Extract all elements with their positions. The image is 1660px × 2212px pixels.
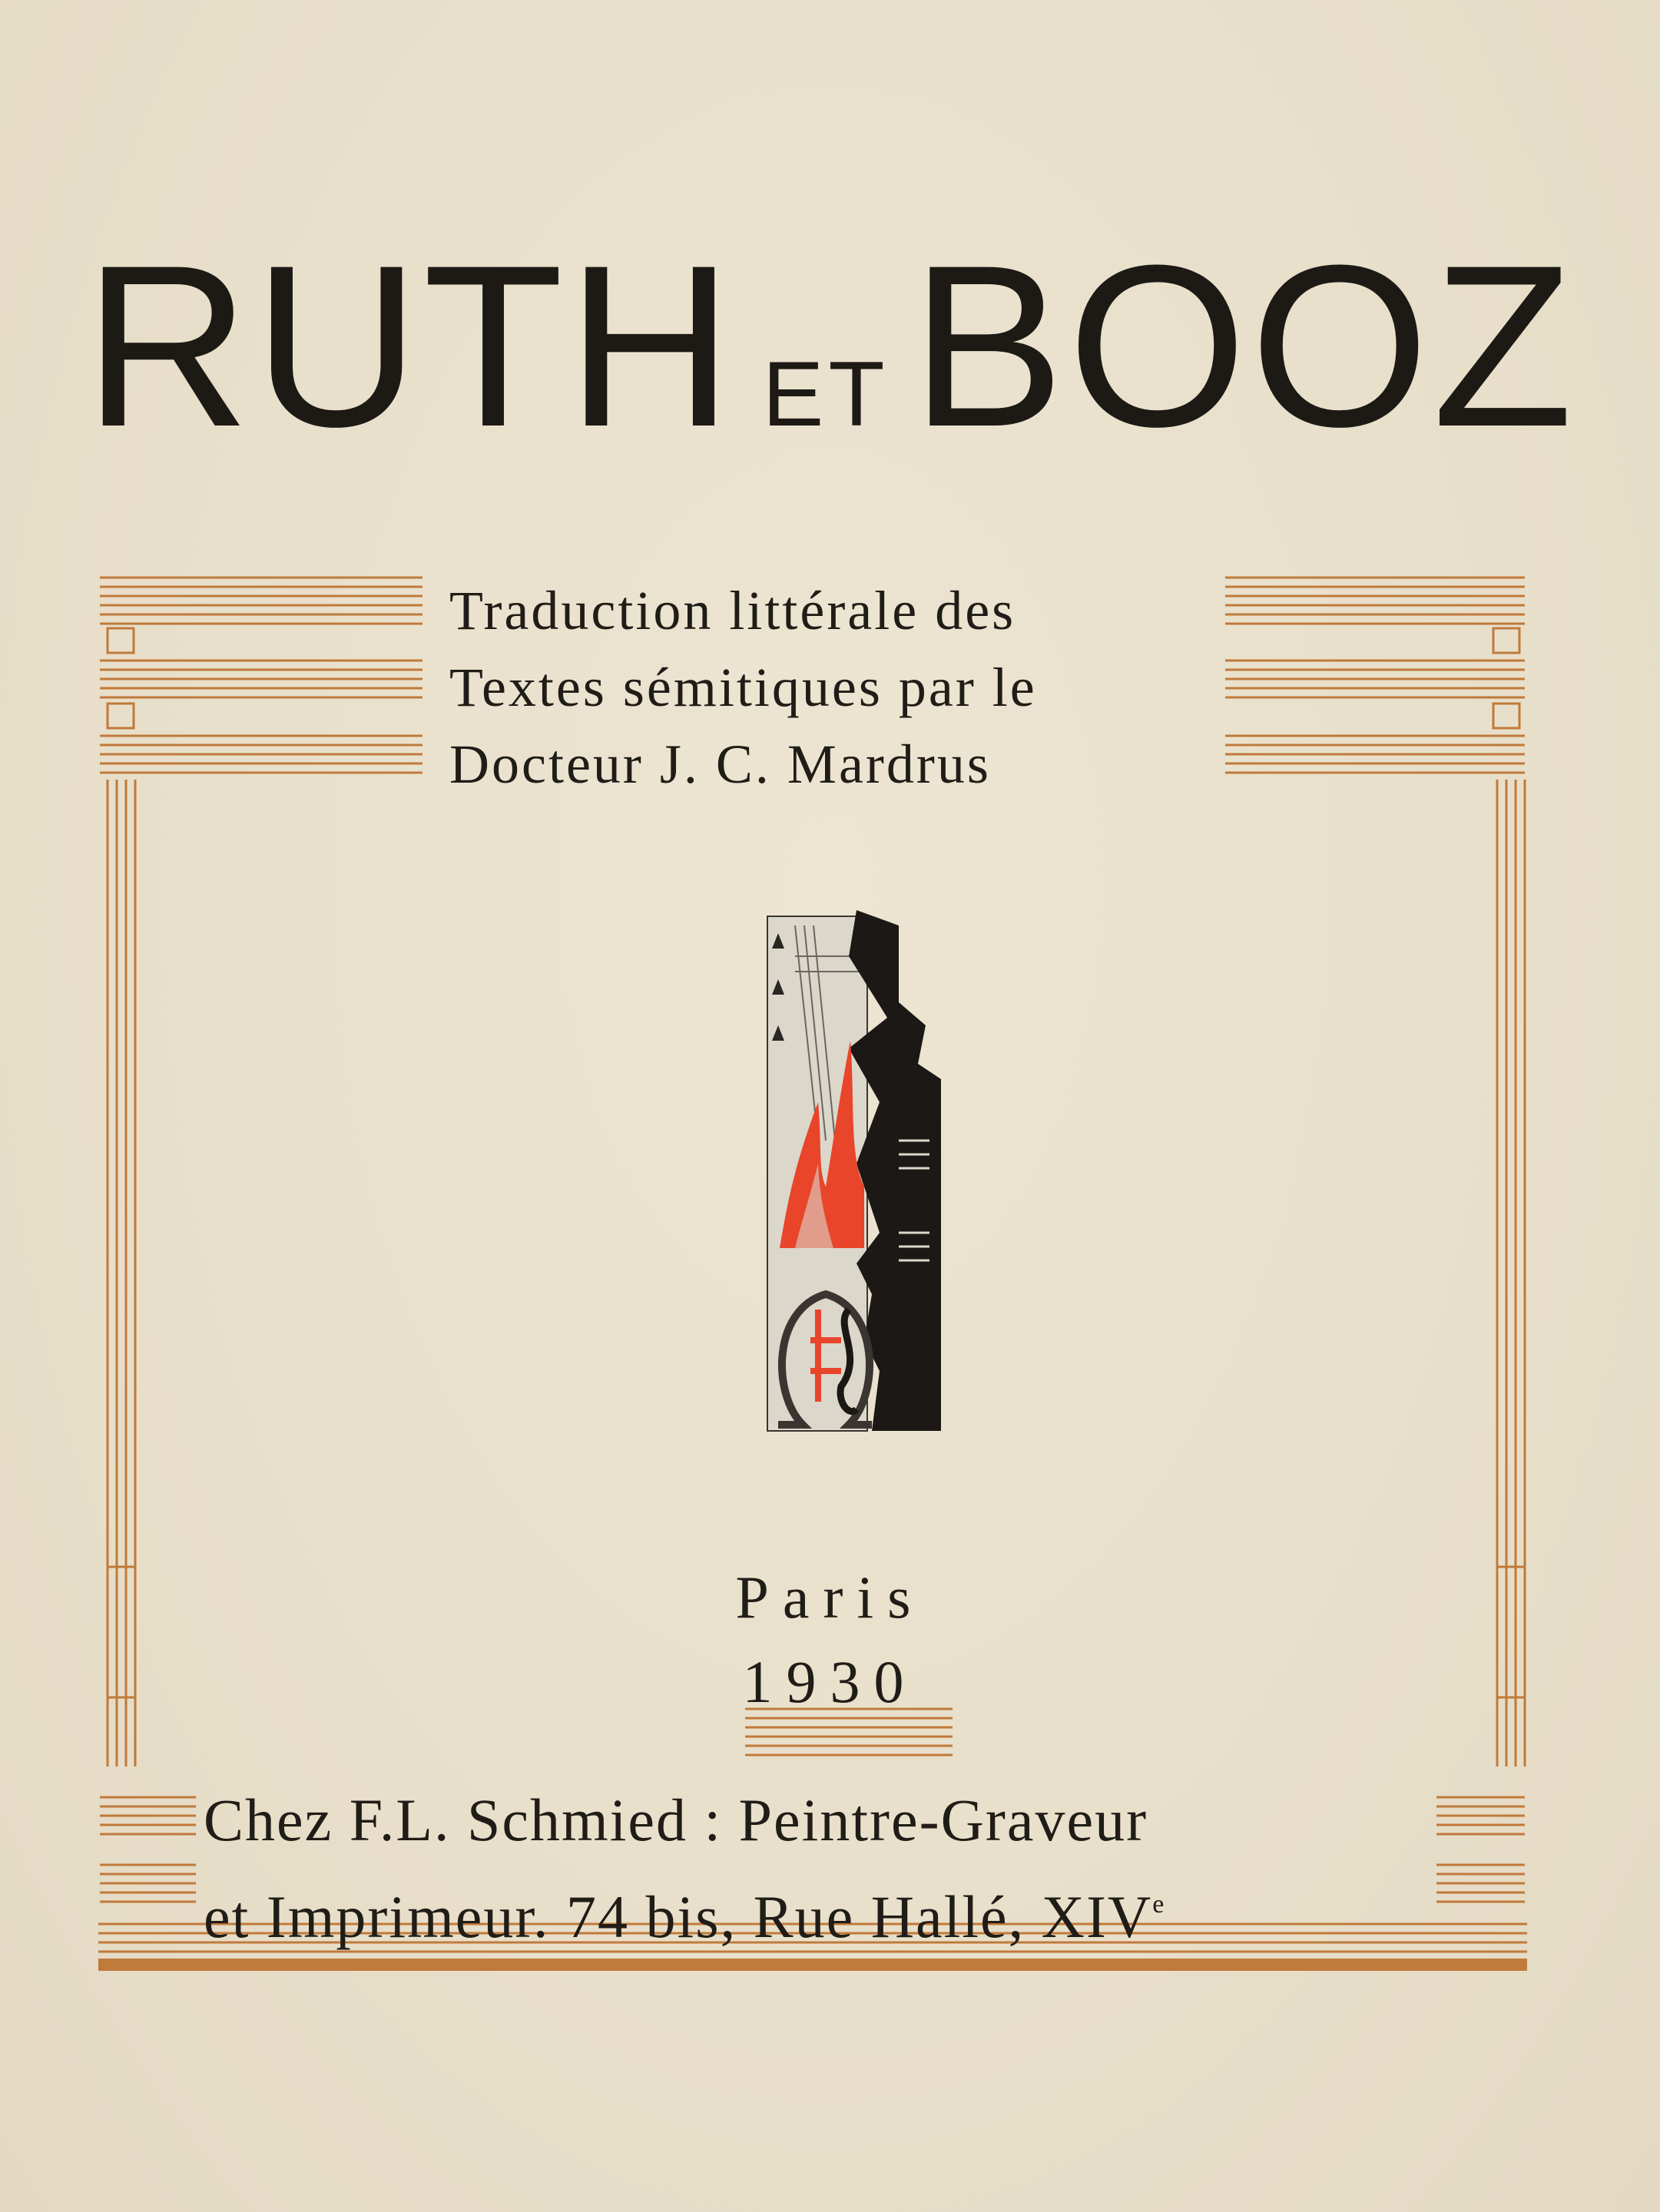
imprint-line-2 (204, 1863, 1463, 1959)
imprint-line-2-text: et Imprimeur. 74 bis, Rue Hallé, XIV (204, 1883, 1153, 1950)
title-ruth: RUTH (84, 217, 737, 475)
imprint-line-1: Chez F.L. Schmied : Peintre-Graveur (204, 1786, 1148, 1853)
subtitle-line-2: Textes sémitiques par le (449, 657, 1037, 718)
publication-year: 1930 (742, 1648, 918, 1715)
book-title (0, 217, 1660, 475)
imprint-superscript: e (1152, 1890, 1166, 1919)
translation-credit (449, 572, 1218, 803)
flame-and-monogram-vignette-icon (764, 910, 941, 1440)
publication-place-and-year (0, 1555, 1660, 1724)
publication-place: Paris (735, 1564, 925, 1631)
subtitle-line-3: Docteur J. C. Mardrus (449, 733, 991, 795)
subtitle-line-1: Traduction littérale des (449, 580, 1016, 641)
publisher-imprint (204, 1778, 1463, 1959)
title-conjunction: ET (762, 343, 890, 445)
title-booz: BOOZ (910, 217, 1576, 475)
